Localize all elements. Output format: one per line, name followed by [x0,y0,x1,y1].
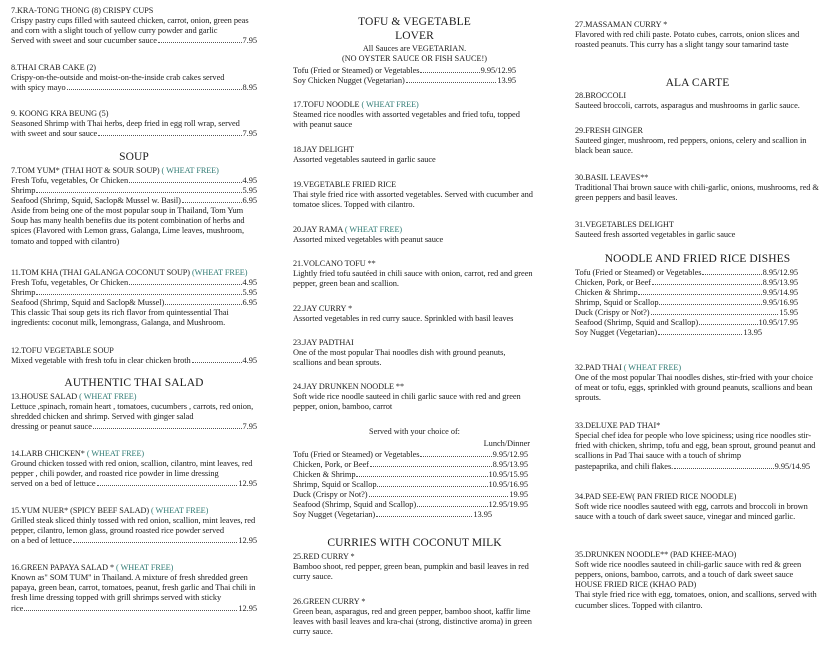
price-row: Shrimp, Squid or Scallop 10.95/16.95 [293,480,528,489]
menu-item-yum-nuer [11,506,257,546]
menu-item-tom-yum [11,166,257,247]
item-description: Traditional Thai brown sauce with chili-garlic, onions, mushrooms, red & green peppers and basil leaves. [575,183,819,203]
item-name: 25.RED CURRY * [293,552,355,561]
menu-item-jay-delight [293,145,536,165]
item-description: Aside from being one of the most popular soup in Thailand, Tom Yum Soup has many health benefits due its potent combination of herbs and spices (Flavored with Lemon grass, Galanga, Lime leaves, mushroom, tomato and topped with cilantro) [11,206,245,246]
item-name: 32.PAD THAI ( WHEAT FREE) [575,363,682,372]
price-row: Soy Nugget (Vegetarian) 13.95 [575,328,762,337]
item-description: Steamed rice noodles with assorted vegetables and fried tofu, topped with peanut sauce [293,110,520,130]
section-heading-lover: LOVER [395,30,434,42]
menu-item-broccoli [575,91,820,111]
price-row: Shrimp 5.95 [11,288,257,297]
section-heading-ala-carte: ALA CARTE [665,77,730,89]
item-description: Bamboo shoot, red pepper, green bean, pumpkin and basil leaves in red curry sauce. [293,562,529,582]
item-name: 14.LARB CHICKEN* ( WHEAT FREE) [11,449,145,458]
item-name: 28.BROCCOLI [575,91,627,100]
item-name-house-fried-rice: HOUSE FRIED RICE (KHAO PAD) [575,580,697,590]
menu-item-jay-drunken-noodle [293,382,536,412]
menu-item-koong-kra-beung [11,109,257,139]
item-description: Thai style fried rice with assorted vegetables. Served with cucumber and tomatoe slices. Topped with cilantro. [293,190,533,210]
item-name: 24.JAY DRUNKEN NOODLE ** [293,382,404,391]
item-name: 8.THAI CRAB CAKE (2) [11,63,96,72]
item-name: 15.YUM NUER* (SPICY BEEF SALAD) ( WHEAT FREE) [11,506,209,515]
item-name: 7.KRA-TONG THONG (8) CRISPY CUPS [11,6,154,15]
item-name: 21.VOLCANO TOFU ** [293,259,376,268]
price-row: Tofu (Fried or Steamed) or Vegetables 8.95/12.95 [575,268,798,277]
item-name: 7.TOM YUM* (THAI HOT & SOUR SOUP) ( WHEAT FREE) [11,166,219,175]
menu-item-fresh-ginger [575,126,820,156]
menu-item-house-salad [11,392,257,432]
vegetarian-note: All Sauces are VEGETARIAN. [362,44,467,53]
wheat-free-tag: ( WHEAT FREE) [344,225,403,234]
item-description: Thai style fried rice with egg, tomatoes, onion, and scallions, served with cucumber slices. Topped with cilantro. [575,590,817,610]
lunch-dinner-header: Lunch/Dinner [483,439,530,448]
wheat-free-tag: ( WHEAT FREE) [623,363,682,372]
item-description: Sauteed ginger, mushroom, red peppers, onions, celery and scallion in black bean sauce. [575,136,807,156]
tofu-veg-price-list [293,66,516,86]
item-description: Seasoned Shrimp with Thai herbs, deep fried in egg roll wrap, served [11,119,240,128]
price-value: 8.95 [242,83,257,93]
section-heading-noodle-fried-rice: NOODLE AND FRIED RICE DISHES [604,253,791,265]
item-description: Grilled steak sliced thinly tossed with red onion, scallion, mint leaves, red pepper, cilantro, lemon glass, ground roasted rice powder served [11,516,256,536]
price-row: Mixed vegetable with fresh tofu in clear chicken broth 4.95 [11,356,257,365]
item-description: Crispy-on-the-outside and moist-on-the-inside crab cakes served [11,73,225,82]
menu-item-red-curry [293,552,536,582]
price-row: Shrimp, Squid or Scallop 9.95/16.95 [575,298,798,307]
price-label: with sweet and sour sauce [11,129,98,139]
item-description: Flavored with red chili paste. Potato cubes, carrots, onion slices and roasted peanuts. This curry has a slight tangy sour tamarind taste [575,30,800,50]
item-name: 33.DELUXE PAD THAI* [575,421,661,430]
section-heading-curries: CURRIES WITH COCONUT MILK [327,537,502,549]
price-row: Tofu (Fried or Steamed) or Vegetables 9.95/12.95 [293,450,528,459]
wheat-free-tag: ( WHEAT FREE) [79,392,137,401]
item-name: 17.TOFU NOODLE ( WHEAT FREE) [293,100,419,109]
price-row: Duck (Crispy or Not?) 15.95 [575,308,798,317]
choice-title: Served with your choice of: [369,427,460,436]
price-row: Soy Chicken Nugget (Vegetarian) 13.95 [293,76,516,85]
menu-item-jay-padthai [293,338,536,368]
section-heading-soup: SOUP [119,151,149,163]
item-description: Soft wide rice noodles sauteed in chili-garlic sauce with red & green peppers, onions, bamboo, carrots, and a touch of dark sweet sauce [575,560,802,580]
section-heading-tofu-vegetable: TOFU & VEGETABLE [358,16,471,28]
price-row: Chicken, Pork, or Beef 8.95/13.95 [575,278,798,287]
price-value: 7.95 [242,129,257,139]
price-row: Chicken & Shrimp 10.95/15.95 [293,470,528,479]
no-oyster-note: (NO OYSTER SAUCE OR FISH SAUCE!) [342,54,487,63]
menu-item-jay-curry [293,304,536,324]
price-row: pastepaprika, and chili flakes. 9.95/14.95 [575,461,810,471]
price-row: Seafood (Shrimp, Squid and Saclop& Mussel) 6.95 [11,298,257,307]
price-row: Chicken & Shrimp 9.95/14.95 [575,288,798,297]
menu-item-massaman-curry [575,20,820,50]
item-description: Sauteed broccoli, carrots, asparagus and mushrooms in garlic sauce. [575,101,800,110]
price-row: Soy Nugget (Vegetarian) 13.95 [293,510,492,519]
menu-item-volcano-tofu [293,259,536,289]
item-description: Sauteed fresh assorted vegetables in garlic sauce [575,230,736,239]
item-name: 30.BASIL LEAVES** [575,173,649,182]
item-name: 23.JAY PADTHAI [293,338,354,347]
item-name: 27.MASSAMAN CURRY * [575,20,668,29]
wheat-free-tag: ( WHEAT FREE) [161,166,219,175]
wheat-free-tag: ( WHEAT FREE) [116,563,174,572]
menu-item-vegetables-delight [575,220,820,240]
price-row: served on a bed of lettuce 12.95 [11,479,257,489]
item-name: 9. KOONG KRA BEUNG (5) [11,109,109,118]
item-description: Assorted vegetables in red curry sauce. Sprinkled with basil leaves [293,314,514,323]
item-name: 26.GREEN CURRY * [293,597,366,606]
menu-item-crab-cake [11,63,257,93]
price-row: Duck (Crispy or Not?) 19.95 [293,490,528,499]
price-row: dressing or peanut sauce 7.95 [11,422,257,432]
menu-item-deluxe-pad-thai [575,421,820,472]
price-row [11,83,257,93]
section-heading-thai-salad: AUTHENTIC THAI SALAD [64,377,204,389]
menu-item-green-papaya-salad [11,563,257,614]
price-row: Fresh Tofu, vegetables, Or Chicken 4.95 [11,278,257,287]
item-description: Lettuce ,spinach, romain heart , tomatoes, cucumbers , carrots, red onion, shredded chicken and shrimp. Served with ginger salad [11,402,254,422]
item-name: 35.DRUNKEN NOODLE** (PAD KHEE-MAO) [575,550,737,559]
item-name: 12.TOFU VEGETABLE SOUP [11,346,114,355]
menu-item-crispy-cups [11,6,257,46]
menu-item-jay-rama [293,225,536,245]
item-description: Soft wide rice noodle sauteed in chili garlic sauce with red and green pepper, onion, bamboo, carrot [293,392,521,412]
wheat-free-tag: ( WHEAT FREE) [86,449,145,458]
choice-price-list [293,450,528,520]
item-description: One of the most popular Thai noodles dishes, stir-fried with your choice of meat or tofu, eggs, sprinkled with ground peanuts, scallions and bean sprouts. [575,373,813,403]
item-name: 16.GREEN PAPAYA SALAD * ( WHEAT FREE) [11,563,174,572]
item-name: 22.JAY CURRY * [293,304,353,313]
price-label: with spicy mayo [11,83,66,93]
item-name: 13.HOUSE SALAD ( WHEAT FREE) [11,392,137,401]
wheat-free-tag: ( WHEAT FREE) [151,506,209,515]
item-name: 11.TOM KHA (THAI GALANGA COCONUT SOUP) (WHEAT FREE) [11,268,248,277]
price-row: on a bed of lettuce 12.95 [11,536,257,546]
menu-item-green-curry [293,597,536,638]
item-description: Assorted mixed vegetables with peanut sauce [293,235,444,244]
menu-item-pad-see-ew [575,492,820,522]
item-name: 18.JAY DELIGHT [293,145,355,154]
menu-column-left [11,0,257,645]
menu-column-middle [293,0,536,645]
item-name: 29.FRESH GINGER [575,126,643,135]
price-row: Seafood (Shrimp, Squid and Scallop) 10.95/17.95 [575,318,798,327]
price-row: Shrimp 5.95 [11,186,257,195]
wheat-free-tag: ( WHEAT FREE) [361,100,419,109]
item-name: 20.JAY RAMA ( WHEAT FREE) [293,225,403,234]
price-row: Seafood (Shrimp, Squid, Saclop& Mussel w. Basil) 6.95 [11,196,257,205]
menu-column-right [575,0,820,645]
item-description: Soft wide rice noodles sauteed with egg, carrots and broccoli in brown sauce with a touch of dark sweet sauce, vinegar and minced garlic. [575,502,808,522]
menu-item-larb-chicken [11,449,257,489]
item-name: 34.PAD SEE-EW( PAN FRIED RICE NOODLE) [575,492,737,501]
menu-item-basil-leaves [575,173,820,203]
price-row [11,129,257,139]
price-row: rice 12.95 [11,603,257,613]
item-description: Special chef idea for people who love spiciness; using rice noodles stir-fried with chicken, shrimp, tofu and egg, bean sprout, ground peanut and scallions in Pad Thai sauce with a touch of shrimp [575,431,816,461]
price-label: Served with sweet and sour cucumber sauce [11,36,157,46]
item-description: Green bean, asparagus, red and green pepper, bamboo shoot, kaffir lime leaves with basil leaves and kra-chai (strong, distinctive aroma) in green curry sauce. [293,607,532,637]
item-description: Lightly fried tofu sautéed in chili sauce with onion, carrot, red and green pepper, green bean and scallion. [293,269,533,289]
price-row: Tofu (Fried or Steamed) or Vegetables 9.95/12.95 [293,66,516,75]
menu-item-pad-thai [575,363,820,404]
item-description: Assorted vegetables sauteed in garlic sauce [293,155,436,164]
item-name: 31.VEGETABLES DELIGHT [575,220,674,229]
item-description: This classic Thai soup gets its rich flavor from quintessential Thai ingredients: coconut milk, lemongrass, Galanga, and Mushroom. [11,308,229,328]
menu-item-tofu-vegetable-soup [11,346,257,366]
menu-item-tom-kha [11,268,257,328]
menu-item-drunken-noodle [575,550,820,611]
item-description: Ground chicken tossed with red onion, scallion, cilantro, mint leaves, red pepper , chili powder, and roasted rice powder in lime dressing [11,459,253,479]
wheat-free-tag: (WHEAT FREE) [192,268,248,277]
price-value: 7.95 [242,36,257,46]
menu-item-vegetable-fried-rice [293,180,536,210]
price-row [11,36,257,46]
price-row: Seafood (Shrimp, Squid and Scallop) 12.95/19.95 [293,500,528,509]
price-row: Fresh Tofu, vegetables, Or Chicken 4.95 [11,176,257,185]
price-row: Chicken, Pork, or Beef 8.95/13.95 [293,460,528,469]
item-name: 19.VEGETABLE FRIED RICE [293,180,397,189]
noodle-price-list [575,268,798,338]
item-description: Known as" SOM TUM" in Thailand. A mixture of fresh shredded green papaya, green bean, carrot, tomatoes, peanut, fresh garlic and Thai chili in fresh lime dressing topped with grill shrimps served with sticky [11,573,256,603]
item-description: One of the most popular Thai noodles dish with ground peanuts, scallions and bean sprouts. [293,348,506,368]
menu-item-tofu-noodle [293,100,536,130]
item-description: Crispy pastry cups filled with sauteed chicken, carrot, onion, green peas and corn with a slight touch of yellow curry powder and garlic [11,16,249,36]
